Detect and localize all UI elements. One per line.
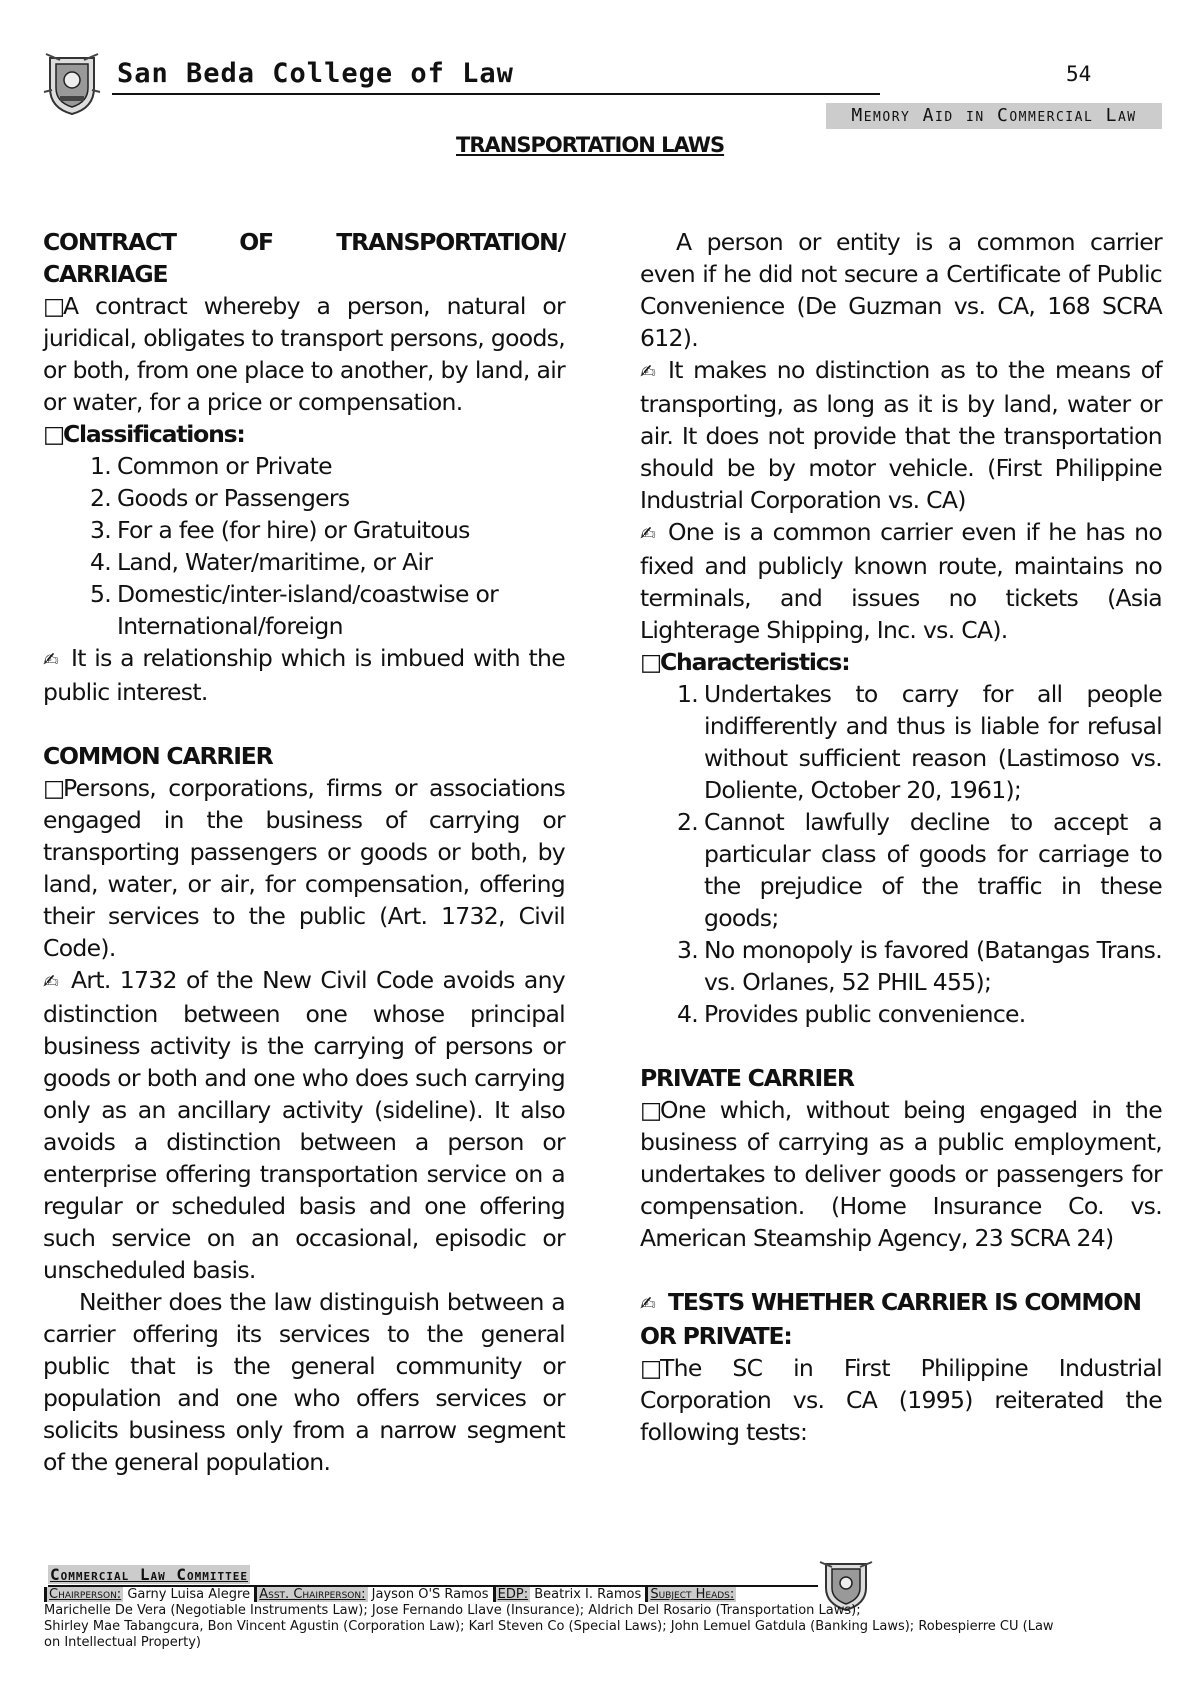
- list-item: 1. Common or Private: [89, 452, 332, 480]
- footer-officers: Chairperson: Garny Luisa Alegre Asst. Chairperson: Jayson O'S Ramos EDP: Beatrix I. Ramos Subject Heads:: [44, 1587, 736, 1603]
- writing-hand-icon: ✍: [640, 361, 656, 383]
- square-bullet-icon: □: [640, 1354, 662, 1382]
- writing-hand-icon: ✍: [43, 649, 59, 671]
- tests-heading: ✍ TESTS WHETHER CARRIER IS COMMON OR PRIVATE:: [640, 1288, 1141, 1350]
- footer-subject-heads-2: Shirley Mae Tabangcura, Bon Vincent Agustin (Corporation Law); Karl Steven Co (Special Laws); John Lemuel Gatdula (Banking Laws); Robespierre CU (Law: [44, 1619, 1054, 1634]
- writing-hand-icon: ✍: [43, 971, 59, 993]
- private-carrier-definition: □One which, without being engaged in the business of carrying as a public employment, undertakes to deliver goods or passengers for compensation. (Home Insurance Co. vs. American Steamship Agency, 23 SCRA 24): [640, 1096, 1162, 1252]
- relationship-note: ✍ It is a relationship which is imbued with the public interest.: [43, 644, 565, 706]
- common-carrier-heading: COMMON CARRIER: [43, 742, 273, 770]
- characteristics-heading: □Characteristics:: [640, 648, 850, 676]
- writing-hand-icon: ✍: [640, 1293, 655, 1315]
- list-item: 1. Undertakes to carry for all people indifferently and thus is liable for refusal without sufficient reason (Lastimoso vs. Doliente, October 20, 1961);: [676, 680, 1162, 804]
- list-item: 2. Goods or Passengers: [89, 484, 350, 512]
- document-title: TRANSPORTATION LAWS: [456, 133, 725, 157]
- square-bullet-icon: □: [43, 292, 65, 320]
- classifications-heading: □Classifications:: [43, 420, 245, 448]
- contract-definition: □A contract whereby a person, natural or juridical, obligates to transport persons, goods, or both, from one place to another, by land, air or water, for a price or compensation.: [43, 292, 565, 416]
- private-carrier-heading: PRIVATE CARRIER: [640, 1064, 854, 1092]
- header-rule: [112, 93, 880, 95]
- committee-label: Commercial Law Committee: [50, 1565, 248, 1584]
- writing-hand-icon: ✍: [640, 523, 656, 545]
- contract-heading: CONTRACT OF TRANSPORTATION/: [43, 228, 565, 256]
- characteristics-list: [640, 678, 1162, 1030]
- route-note: ✍ One is a common carrier even if he has no fixed and publicly known route, maintains no terminals, and issues no tickets (Asia Lighterage Shipping, Inc. vs. CA).: [640, 518, 1162, 644]
- list-item: 3. No monopoly is favored (Batangas Trans. vs. Orlanes, 52 PHIL 455);: [676, 936, 1162, 996]
- memory-aid-banner: Memory Aid in Commercial Law: [826, 103, 1162, 129]
- common-carrier-definition: □Persons, corporations, firms or associations engaged in the business of carrying or transporting passengers or goods or both, by land, water, or air, for compensation, offering their services to the public (Art. 1732, Civil Code).: [43, 774, 565, 962]
- footer-subject-heads-1: Marichelle De Vera (Negotiable Instruments Law); Jose Fernando Llave (Insurance); Aldrich Del Rosario (Transportation Laws);: [44, 1603, 861, 1618]
- certificate-paragraph: A person or entity is a common carrier even if he did not secure a Certificate of Public Convenience (De Guzman vs. CA, 168 SCRA 612).: [640, 228, 1162, 352]
- list-item: 4. Provides public convenience.: [676, 1000, 1026, 1028]
- square-bullet-icon: □: [43, 420, 65, 448]
- tests-intro: □The SC in First Philippine Industrial Corporation vs. CA (1995) reiterated the following tests:: [640, 1354, 1162, 1446]
- right-column: [640, 226, 1162, 1448]
- left-column: [43, 226, 565, 1478]
- contract-heading-cont: CARRIAGE: [43, 260, 168, 288]
- square-bullet-icon: □: [640, 1096, 662, 1124]
- means-note: ✍ It makes no distinction as to the means of transporting, as long as it is by land, water or air. It does not provide that the transportation should be by motor vehicle. (First Philippine Industrial Corporation vs. CA): [640, 356, 1162, 514]
- college-seal-icon: [42, 52, 102, 116]
- footer-subject-heads-3: on Intellectual Property): [44, 1635, 201, 1650]
- square-bullet-icon: □: [43, 774, 65, 802]
- neither-paragraph: Neither does the law distinguish between a carrier offering its services to the general public that is the general community or population and one who offers services or solicits business only from a narrow segment of the general population.: [43, 1288, 565, 1476]
- classifications-list: [43, 450, 565, 642]
- list-item: 4. Land, Water/maritime, or Air: [89, 548, 433, 576]
- list-item: 5. Domestic/inter-island/coastwise or International/foreign: [89, 580, 499, 640]
- page-number: 54: [1066, 62, 1092, 86]
- school-name: San Beda College of Law: [117, 58, 514, 89]
- list-item: 3. For a fee (for hire) or Gratuitous: [89, 516, 470, 544]
- square-bullet-icon: □: [640, 648, 662, 676]
- list-item: 2. Cannot lawfully decline to accept a particular class of goods for carriage to the prejudice of the traffic in these goods;: [676, 808, 1162, 932]
- art-1732-note: ✍ Art. 1732 of the New Civil Code avoids any distinction between one whose principal business activity is the carrying of persons or goods or both and one who does such carrying only as an ancillary activity (sideline). It also avoids a distinction between a person or enterprise offering transportation service on a regular or scheduled basis and one offering such service on an occasional, episodic or unscheduled basis.: [43, 966, 565, 1284]
